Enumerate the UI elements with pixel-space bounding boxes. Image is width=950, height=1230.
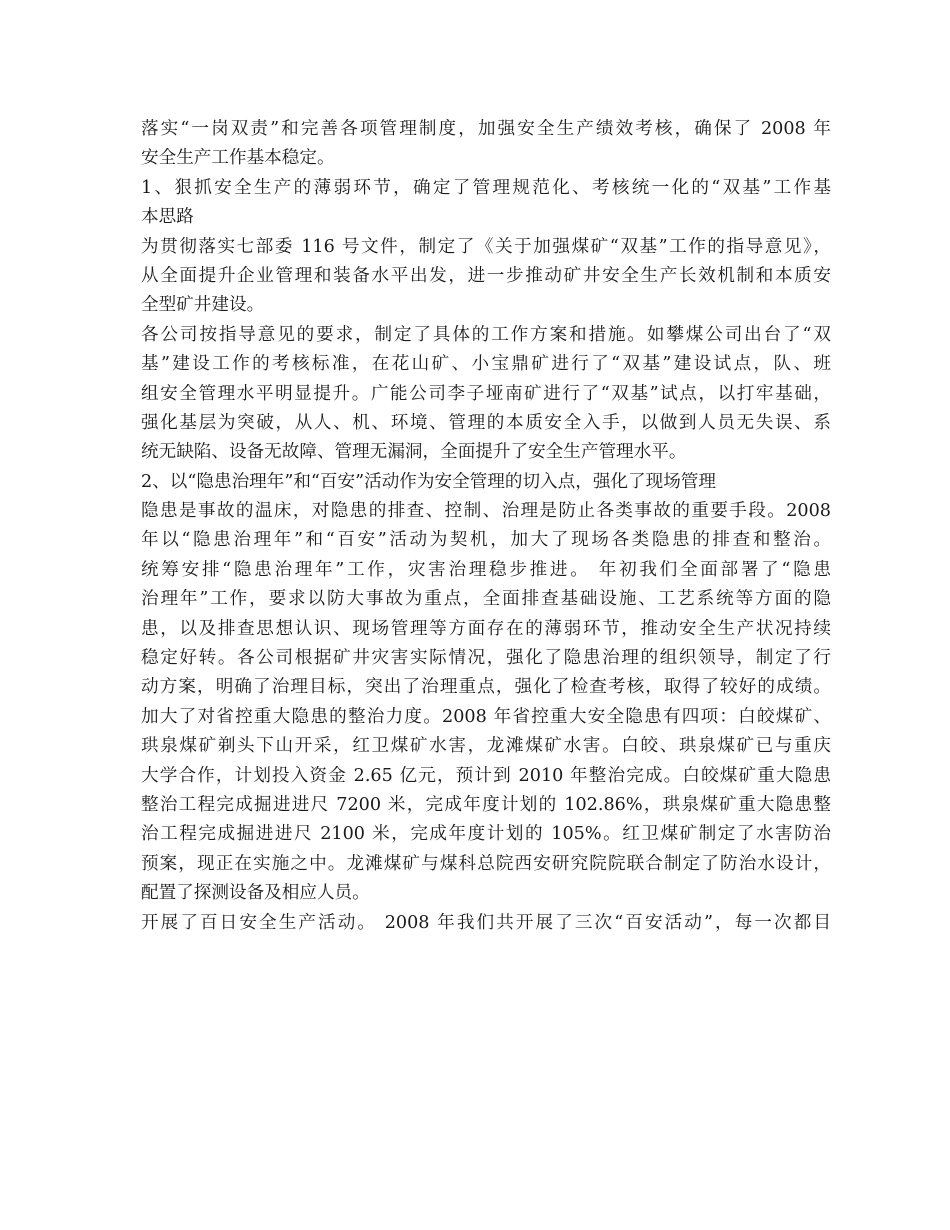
text-line: 珙泉煤矿剃头下山开采，红卫煤矿水害，龙滩煤矿水害。白皎、珙泉煤矿已与重庆: [141, 736, 831, 757]
text-line: 动方案，明确了治理目标，突出了治理重点，强化了检查考核，取得了较好的成绩。: [141, 677, 831, 698]
text-line: 统筹安排“隐患治理年”工作，灾害治理稳步推进。 年初我们全面部署了“隐患: [141, 559, 831, 580]
text-line: 稳定好转。各公司根据矿井灾害实际情况，强化了隐患治理的组织领导，制定了行: [141, 648, 831, 669]
text-line: 强化基层为突破，从人、机、环境、管理的本质安全入手，以做到人员无失误、系: [141, 412, 831, 433]
text-line: 落实“一岗双责”和完善各项管理制度，加强安全生产绩效考核，确保了 2008 年: [141, 119, 831, 139]
text-line: 大学合作，计划投入资金 2.65 亿元，预计到 2010 年整治完成。白皎煤矿重大隐患: [141, 765, 831, 786]
text-line: 组安全管理水平明显提升。广能公司李子垭南矿进行了“双基”试点，以打牢基础，: [141, 383, 831, 404]
text-line: 治工程完成掘进进尺 2100 米，完成年度计划的 105%。红卫煤矿制定了水害防治: [141, 824, 831, 845]
document-body: [141, 115, 831, 938]
text-line: 全型矿井建设。: [141, 295, 265, 316]
text-line: 年以“隐患治理年”和“百安”活动为契机，加大了现场各类隐患的排查和整治。: [141, 530, 831, 551]
text-line: 从全面提升企业管理和装备水平出发，进一步推动矿井安全生产长效机制和本质安: [141, 265, 831, 286]
text-line: 整治工程完成掘进进尺 7200 米，完成年度计划的 102.86%，珙泉煤矿重大隐患整: [141, 794, 831, 815]
text-line: 本思路: [141, 207, 194, 228]
text-line: 预案，现正在实施之中。龙滩煤矿与煤科总院西安研究院院联合制定了防治水设计，: [141, 853, 831, 874]
text-line: 基”建设工作的考核标准，在花山矿、小宝鼎矿进行了“双基”建设试点，队、班: [141, 354, 831, 375]
text-line: 为贯彻落实七部委 116 号文件，制定了《关于加强煤矿“双基”工作的指导意见》，: [141, 236, 831, 257]
text-line: 2、以“隐患治理年”和“百安”活动作为安全管理的切入点，强化了现场管理: [141, 471, 716, 492]
text-line: 各公司按指导意见的要求，制定了具体的工作方案和措施。如攀煤公司出台了“双: [141, 324, 831, 345]
text-line: 加大了对省控重大隐患的整治力度。2008 年省控重大安全隐患有四项：白皎煤矿、: [141, 706, 831, 727]
text-line: 治理年”工作，要求以防大事故为重点，全面排查基础设施、工艺系统等方面的隐: [141, 589, 831, 610]
text-line: 1、狠抓安全生产的薄弱环节，确定了管理规范化、考核统一化的“双基”工作基: [141, 177, 831, 198]
text-line: 安全生产工作基本稳定。: [141, 148, 335, 169]
text-line: 隐患是事故的温床，对隐患的排查、控制、治理是防止各类事故的重要手段。2008: [141, 501, 831, 522]
text-line: 配置了探测设备及相应人员。: [141, 883, 370, 904]
text-line: 患，以及排查思想认识、现场管理等方面存在的薄弱环节，推动安全生产状况持续: [141, 618, 831, 639]
text-line: 统无缺陷、设备无故障、管理无漏洞，全面提升了安全生产管理水平。: [141, 442, 687, 463]
text-line: 开展了百日安全生产活动。 2008 年我们共开展了三次“百安活动”，每一次都目: [141, 912, 831, 933]
